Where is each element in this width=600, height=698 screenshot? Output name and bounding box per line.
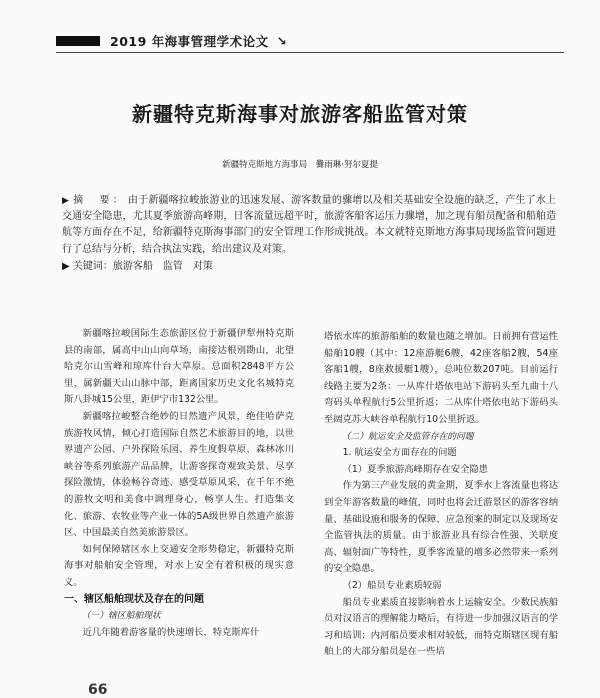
keywords-text: 旅游客船 监管 对策 xyxy=(112,261,213,272)
subsection-heading: （二）航运安全及监管存在的问题 xyxy=(341,431,474,442)
right-column xyxy=(324,329,558,661)
header-arrow-icon: ↘ xyxy=(276,34,287,48)
abstract-label: 摘 要： xyxy=(73,195,126,206)
left-column xyxy=(64,326,294,641)
header-title: 2019 年海事管理学术论文 xyxy=(110,34,269,49)
subsubsection-heading: （1）夏季旅游高峰期存在安全隐患 xyxy=(342,463,488,475)
paragraph: 新疆喀拉峻国际生态旅游区位于新疆伊犁州特克斯县的南部，属高中山山向草场，南接达根别勘山，北望哈克尔山雪峰和琼库什台大草原。总面积2848平方公里，属新疆天山山脉中部，距离国家历史文化名城特克斯八卦城15公里，距伊宁市132公里。 xyxy=(64,328,294,406)
paragraph: 新疆喀拉峻整合绝妙的日然遗产风景，绝佳哈萨克族游牧风情，倾心打造国际自然艺术旅游目的地，以世界遗产公园、户外探险乐园、养生度假草原、森林冰川峡谷等系列旅游产品品牌，让游客探奇观致美景、尽享探险激情，体验畅谷奇迹、感受草原风采，在千年不绝的游牧文明和美食中调理身心，畅享人生。打造集文化、旅游、农牧业等产业一体的5A级世界自然遗产旅游区、中国最美自然美旅游景区。 xyxy=(64,410,294,539)
page-number: 66 xyxy=(88,682,108,698)
header-rule xyxy=(56,52,564,53)
subsubsection-heading: （2）船员专业素质较弱 xyxy=(342,579,442,591)
author-line: 新疆特克斯地方海事局 爨雨琳·努尔夏提 xyxy=(222,160,378,170)
paragraph: 近几年随着游客量的快速增长，特克斯库什 xyxy=(82,626,260,638)
abstract xyxy=(62,193,556,258)
header-bar xyxy=(56,36,100,46)
paragraph: 如何保障辖区水上交通安全形势稳定，新疆特克斯海事对船舶安全管理，对水上安全有着积极的现实意义。 xyxy=(64,543,294,588)
triangle-bullet-icon: ▶ xyxy=(62,196,70,206)
subsubsection-heading: 1. 航运安全方面存在的问题 xyxy=(342,447,457,459)
paragraph: 船员专业素质直接影响着水上运输安全。少数民族船员对汉语言的理解能力略后，有待进一步加强汉语言的学习和培训；内河船员要求相对较低，而特克斯辖区现有船舶上的大部分船员是在一些培 xyxy=(324,596,558,658)
abstract-text: 由于新疆喀拉峻旅游业的迅速发展、游客数量的骤增以及相关基础安全设施的缺乏，产生了水上交通安全隐患，尤其夏季旅游高峰期，日客流量远超平时，旅游客船客运压力骤增，加之现有船员配备和船舶造航等方面存在不足，给新疆特克斯海事部门的安全管理工作形成挑战。本文就特克斯地方海事局现场监管问题进行了总结与分析，结合执法实践，给出建议及对策。 xyxy=(62,195,557,255)
keywords-label: 关键词： xyxy=(72,261,113,272)
keywords xyxy=(62,257,213,272)
section-heading: 一、辖区船舶现状及存在的问题 xyxy=(64,593,204,605)
running-header xyxy=(56,31,287,51)
subsection-heading: （一）辖区船舶现状 xyxy=(81,611,161,622)
paragraph: 塔依水库的旅游船舶的数量也随之增加。日前拥有营运性船舶10艘（其中：12座游艇6艘，42座客船2艘，54座客船1艘，8座救援艇1艘），总吨位数207吨。目前运行线路主要为2条：一从库什塔依电站下游码头至九曲十八弯码头单程航行5公里折返；二从库什塔依电站下游码头至阔克苏大峡谷单程航行10公里折返。 xyxy=(324,331,558,425)
paragraph: 作为第三产业发展的黄金期，夏季水上客流量也将达到全年游客数量的峰值，同时也将会迁游景区的游客容纳量、基础设施和服务的保障、应急预案的制定以及现场安全监管执法的质量。由于旅游业具有综合性强、关联度高、辐射面广等特性，夏季客流量的增多必然带来一系列的安全隐患。 xyxy=(324,480,558,575)
triangle-bullet-icon: ▶ xyxy=(62,261,73,272)
paper-title: 新疆特克斯海事对旅游客船监管对策 xyxy=(132,102,468,126)
